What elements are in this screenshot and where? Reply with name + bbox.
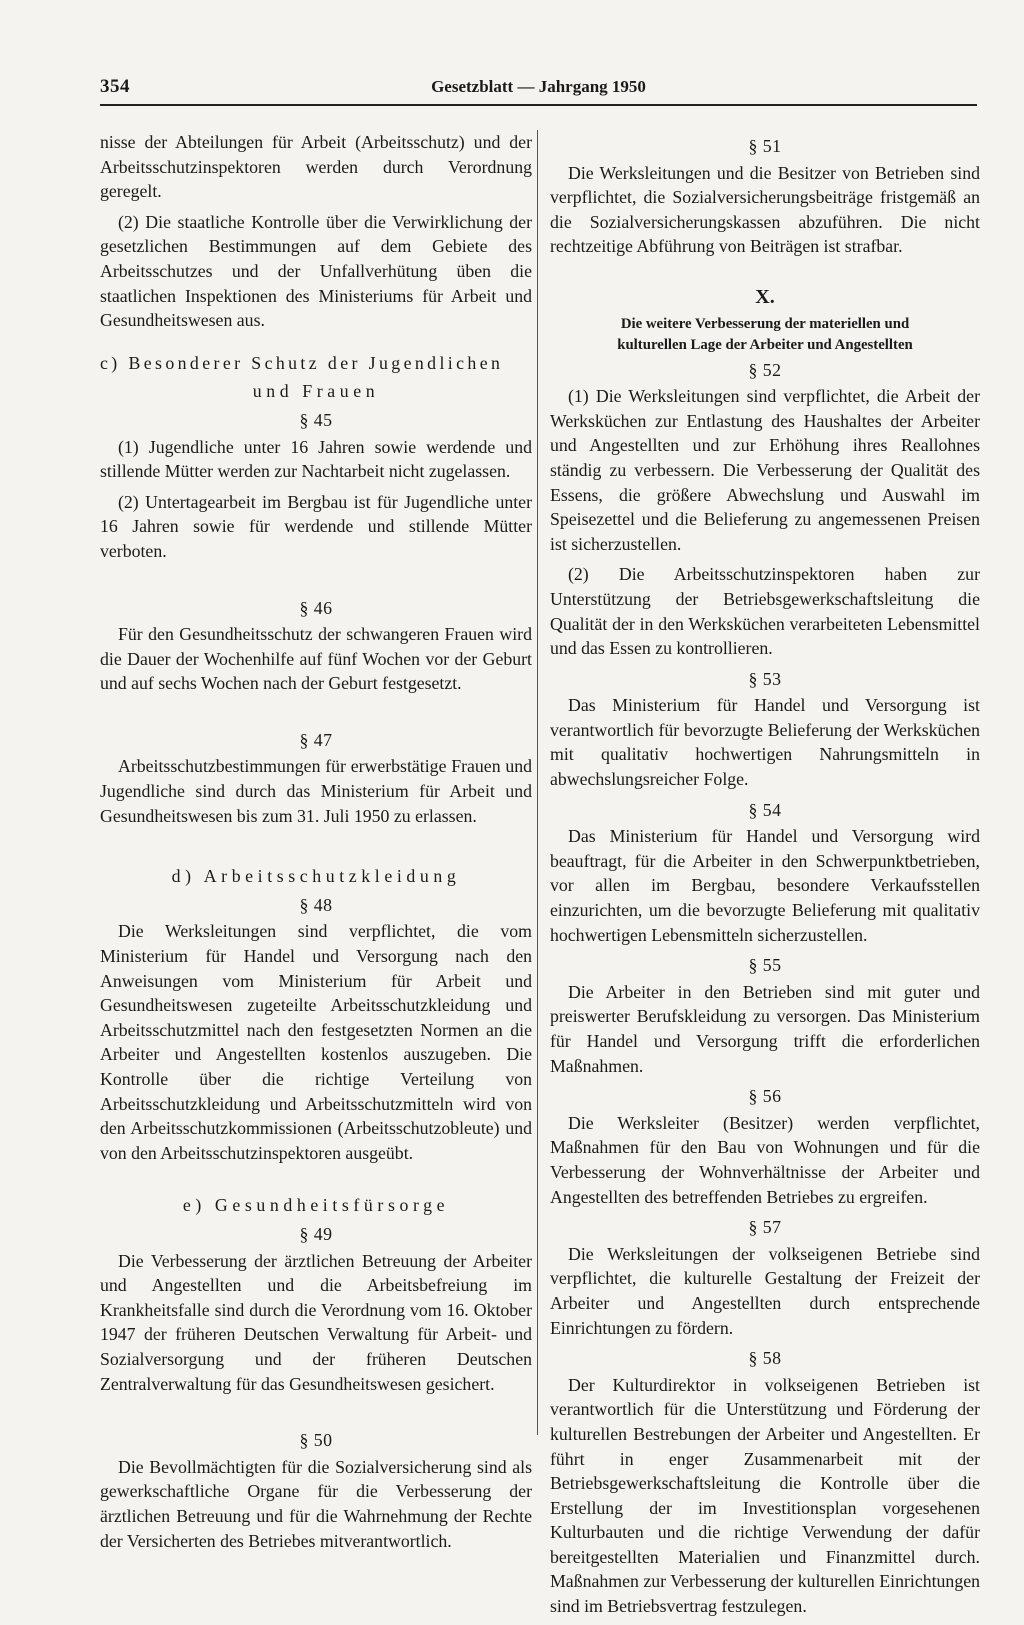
page-number: 354 — [100, 76, 130, 97]
section-55-heading: § 55 — [748, 955, 782, 976]
paragraph: Die Verbesserung der ärztlichen Betreuung der Arbeiter und Angestellten und die Arbeitsbefreiung im Krankheitsfalle sind durch die Verordnung vom 16. Oktober 1947 der früheren Deutschen Verwaltung für Arbeit- und Sozialversorgung und der früheren Deutschen Zentralverwaltung für das Gesundheitswesen gesichert. — [100, 1250, 532, 1394]
chapter-title-line-2: kulturellen Lage der Arbeiter und Angestellten — [617, 336, 913, 353]
paragraph: Die Werksleiter (Besitzer) werden verpflichtet, Maßnahmen für den Bau von Wohnungen und für die Verbesserung der Wohnverhältnisse der Arbeiter und Angestellten des betreffenden Betriebes zu ergreifen. — [550, 1112, 980, 1207]
subsection-heading-e: e) Gesundheitsfürsorge — [182, 1195, 450, 1216]
paragraph: Die Bevollmächtigten für die Sozialversicherung sind als gewerkschaftliche Organe für die Verbesserung der ärztlichen Betreuung und für die Wahrnehmung der Rechte der Versicherten des Betriebes mitverantwortlich. — [100, 1456, 532, 1551]
section-51-heading: § 51 — [748, 136, 782, 156]
paragraph: Die Arbeiter in den Betrieben sind mit guter und preiswerter Berufskleidung zu versorgen. Das Ministerium für Handel und Versorgung trifft die erforderlichen Maßnahmen. — [550, 981, 980, 1076]
paragraph: Die Werksleitungen der volkseigenen Betriebe sind verpflichtet, die kulturelle Gestaltung der Freizeit der Arbeiter und Angestellten durch entsprechende Einrichtungen zu fördern. — [550, 1243, 980, 1338]
chapter-title-line-1: Die weitere Verbesserung der materiellen und — [620, 315, 910, 332]
paragraph: Das Ministerium für Handel und Versorgung wird beauftragt, für die Arbeiter in den Schwerpunktbetrieben, vor allen im Bergbau, besondere Verkaufsstellen einzurichten, um die bevorzugte Belieferung mit qualitativ hochwertigen Lebensmitteln sicherzustellen. — [550, 826, 980, 945]
chapter-number: X. — [755, 285, 775, 308]
section-45-heading: § 45 — [299, 409, 333, 430]
section-50-heading: § 50 — [299, 1430, 333, 1451]
paragraph: (1) Die Werksleitungen sind verpflichtet, die Arbeit der Werksküchen zur Entlastung des Haushaltes der Arbeiter und Angestellten und zur Erhöhung ihres Reallohnes ständig zu verbessern. Die Verbesserung der Qualität des Essens, die größere Abwechslung und Auswahl im Speisezettel und die Belieferung zu angemessenen Preisen ist sicherzustellen. — [550, 386, 980, 554]
running-title: Gesetzblatt — Jahrgang 1950 — [431, 77, 646, 96]
section-57-heading: § 57 — [748, 1217, 782, 1238]
paragraph: (2) Die staatliche Kontrolle über die Verwirklichung der gesetzlichen Bestimmungen auf dem Gebiete des Arbeitsschutzes und der Unfallverhütung üben die staatlichen Inspektionen des Ministeriums für Arbeit und Gesundheitswesen aus. — [100, 211, 532, 331]
section-48-heading: § 48 — [299, 894, 333, 915]
page-header — [100, 76, 977, 106]
column-divider — [537, 130, 538, 1435]
section-53-heading: § 53 — [748, 668, 782, 689]
left-column — [100, 130, 532, 1559]
paragraph: nisse der Abteilungen für Arbeit (Arbeitsschutz) und der Arbeitsschutzinspektoren werden durch Verordnung geregelt. — [100, 132, 532, 202]
paragraph: (2) Die Arbeitsschutzinspektoren haben zur Unterstützung der Betriebsgewerkschaftsleitung die Qualität der in den Werksküchen verarbeiteten Lebensmittel und das Essen zu kontrollieren. — [550, 564, 980, 659]
paragraph: Die Werksleitungen und die Besitzer von Betrieben sind verpflichtet, die Sozialversicherungsbeiträge fristgemäß an die Sozialversicherungskassen abzuführen. Die nicht rechtzeitige Abführung von Beiträgen ist strafbar. — [550, 162, 980, 257]
section-56-heading: § 56 — [748, 1086, 782, 1107]
subsection-heading-c-cont: und Frauen — [252, 381, 380, 402]
paragraph: Arbeitsschutzbestimmungen für erwerbstätige Frauen und Jugendliche sind durch das Ministerium für Arbeit und Gesundheitswesen bis zum 31. Juli 1950 zu erlassen. — [100, 756, 532, 826]
section-58-heading: § 58 — [748, 1348, 782, 1369]
right-column — [550, 130, 980, 1625]
section-54-heading: § 54 — [748, 799, 782, 820]
section-46-heading: § 46 — [299, 597, 333, 618]
paragraph: (1) Jugendliche unter 16 Jahren sowie werdende und stillende Mütter werden zur Nachtarbeit nicht zugelassen. — [100, 436, 532, 482]
section-49-heading: § 49 — [299, 1223, 333, 1244]
section-47-heading: § 47 — [299, 729, 333, 750]
subsection-heading-c: c) Besonderer Schutz der Jugendlichen — [100, 352, 504, 373]
paragraph: Das Ministerium für Handel und Versorgung ist verantwortlich für bevorzugte Belieferung der Werksküchen mit qualitativ hochwertigen Nahrungsmitteln in abwechslungsreicher Folge. — [550, 695, 980, 790]
paragraph: Der Kulturdirektor in volkseigenen Betrieben ist verantwortlich für die Unterstützung und Förderung der kulturellen Bestrebungen der Arbeiter und Angestellten. Er führt in enger Zusammenarbeit mit der Betriebsgewerkschaftsleitung die Kontrolle über die Erstellung der im Investitionsplan vorgesehenen Kulturbauten und die richtige Verwendung der dafür bereitgestellten Materialien und Finanzmittel durch. Maßnahmen zur Verbesserung der kulturellen Einrichtungen sind im Betriebsvertrag festzulegen. — [550, 1374, 980, 1617]
section-52-heading: § 52 — [748, 359, 782, 380]
paragraph: Für den Gesundheitsschutz der schwangeren Frauen wird die Dauer der Wochenhilfe auf fünf Wochen vor der Geburt und auf sechs Wochen nach der Geburt festgesetzt. — [100, 624, 532, 694]
paragraph: Die Werksleitungen sind verpflichtet, die vom Ministerium für Handel und Versorgung nach den Anweisungen vom Ministerium für Arbeit und Gesundheitswesen zugeteilte Arbeitsschutzkleidung und Arbeitsschutzmittel nach den festgesetzten Normen an die Arbeiter und Angestellten kostenlos auszugeben. Die Kontrolle über die richtige Verteilung von Arbeitsschutzkleidung und Arbeitsschutzmitteln wird von den Arbeitsschutzkommissionen (Arbeitsschutzobleute) und von den Arbeitsschutzinspektoren ausgeübt. — [100, 921, 532, 1163]
paragraph: (2) Untertagearbeit im Bergbau ist für Jugendliche unter 16 Jahren sowie für werdende und stillende Mütter verboten. — [100, 491, 532, 561]
subsection-heading-d: d) Arbeitsschutzkleidung — [171, 866, 461, 887]
